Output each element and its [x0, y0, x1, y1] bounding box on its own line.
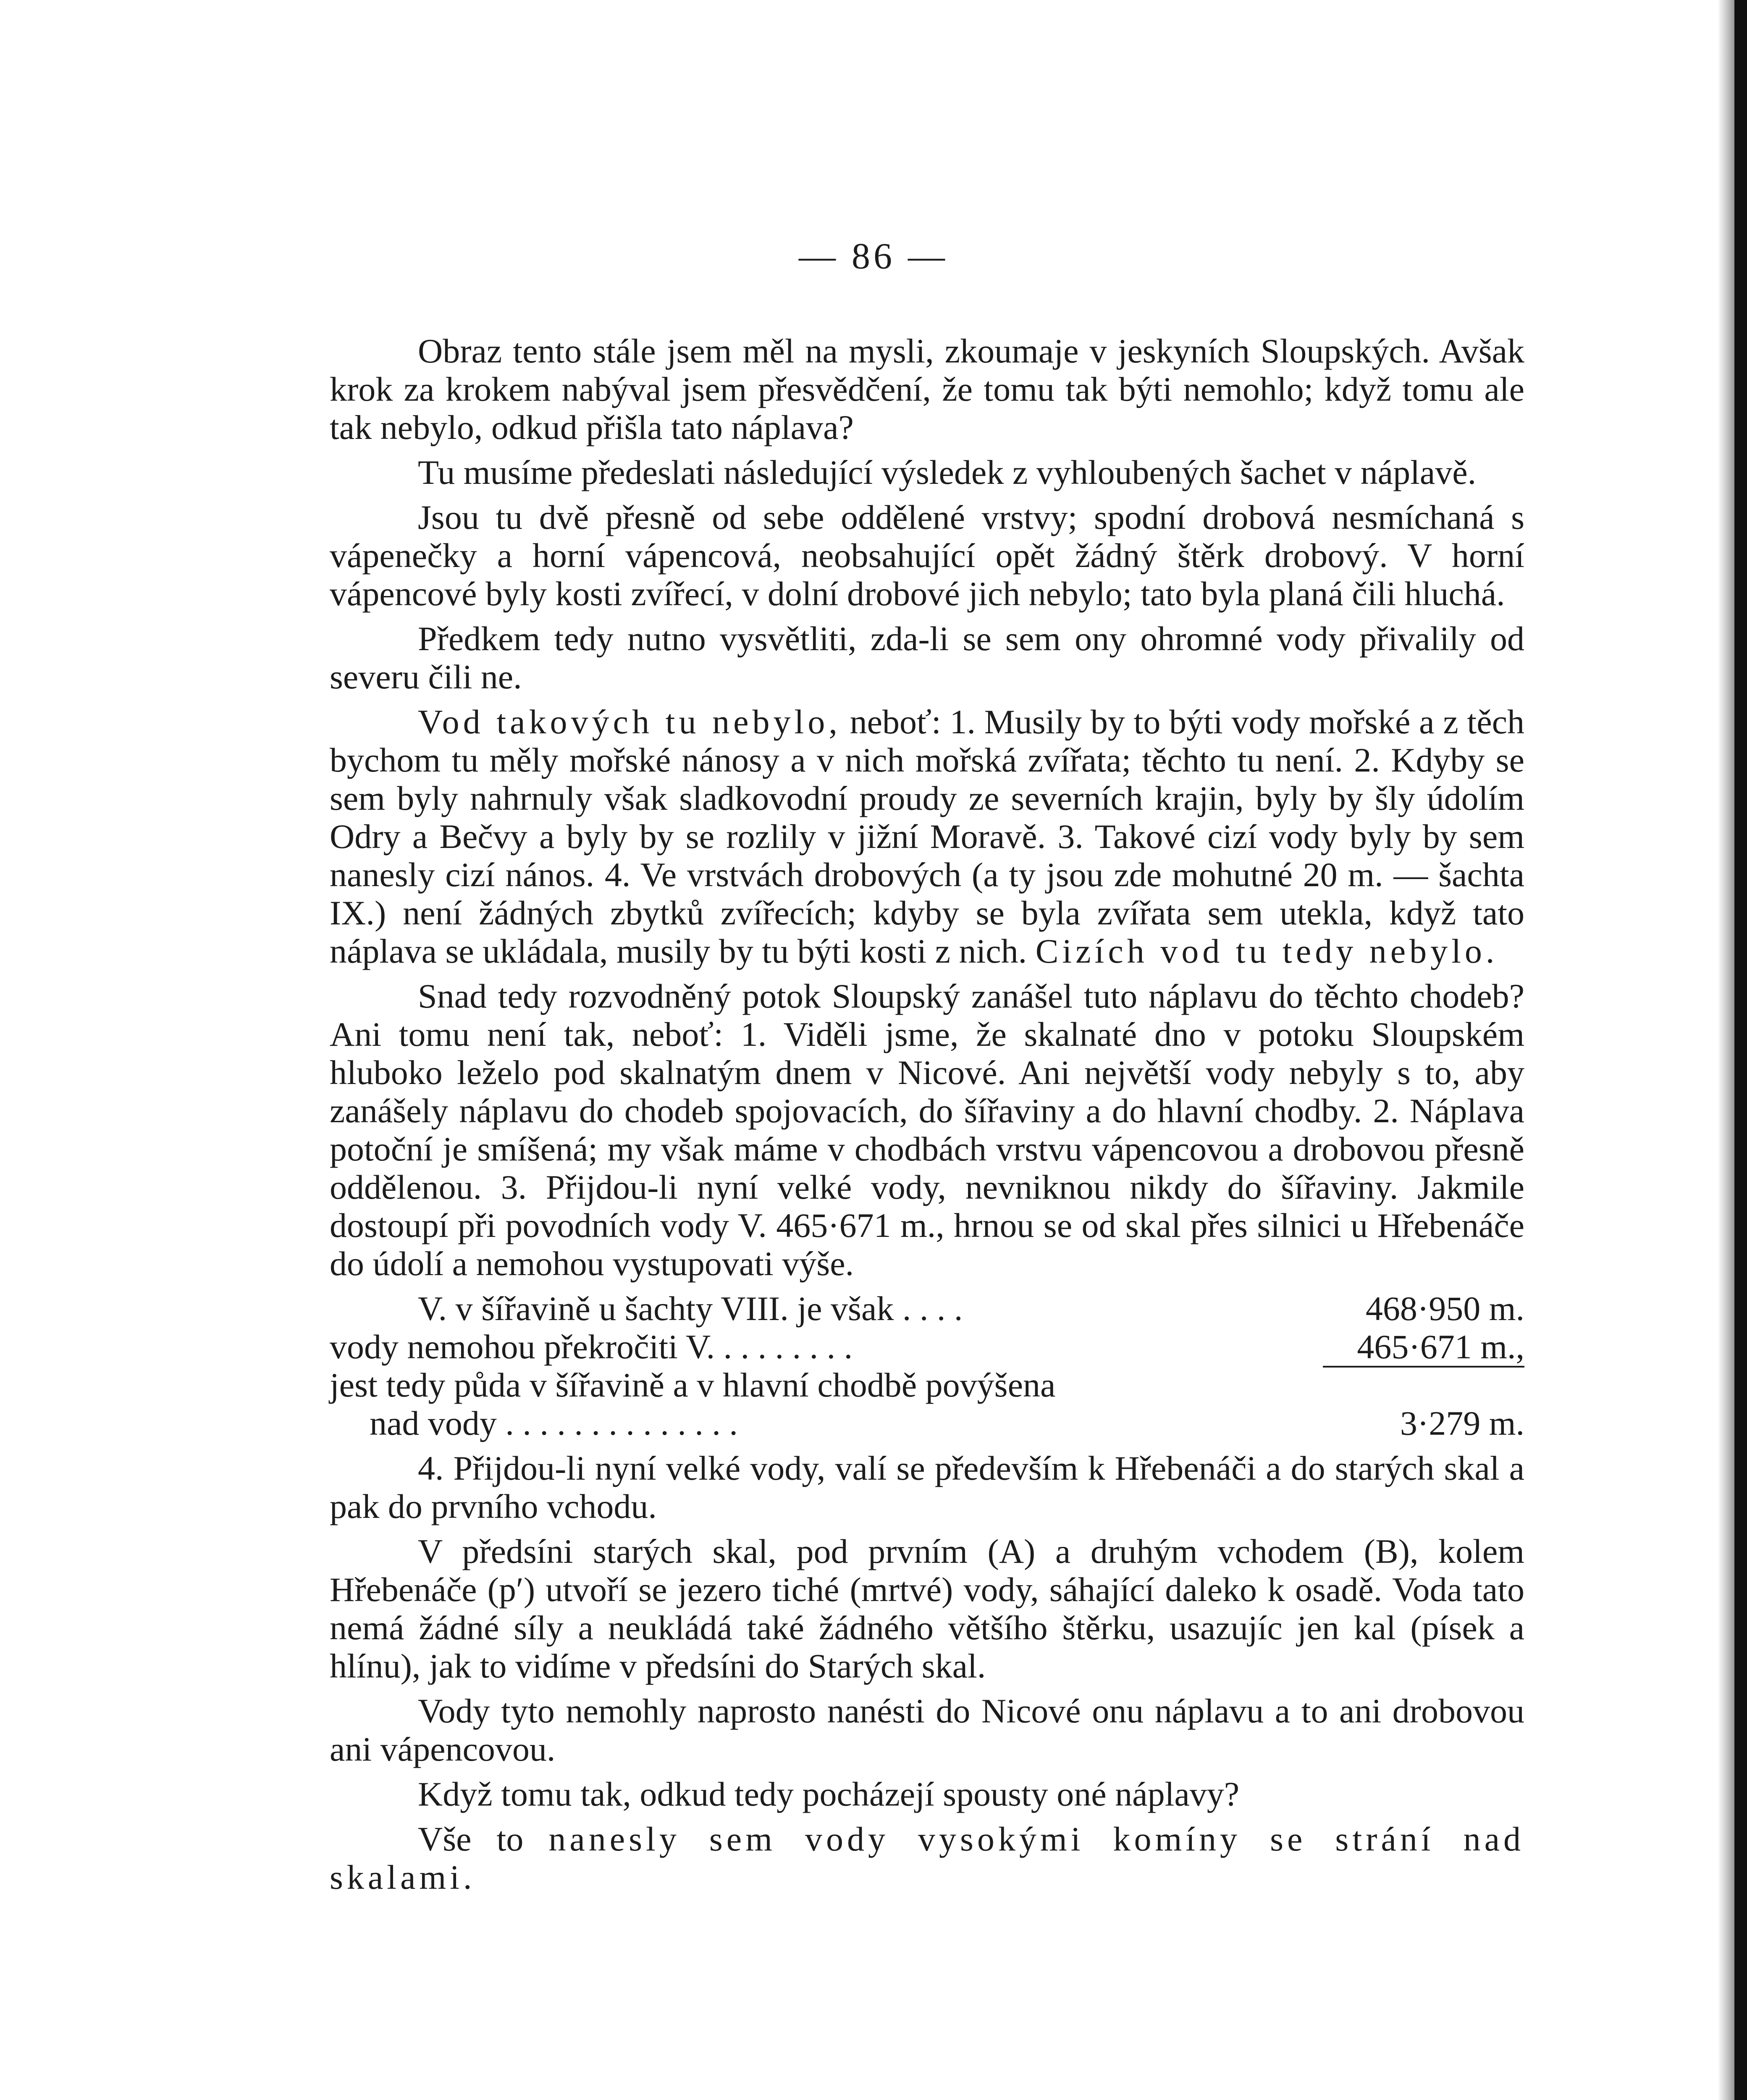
calc-value: 468·950 m.	[1365, 1289, 1524, 1328]
paragraph-text: Když tomu tak, odkud tedy pocházejí spousty oné náplavy?	[418, 1775, 1240, 1813]
paragraph-10	[330, 1775, 1524, 1813]
paragraph-text: Předkem tedy nutno vysvětliti, zda-li se sem ony ohromné vody přivalily od severu čili ne.	[330, 620, 1524, 696]
paragraph-9	[330, 1692, 1524, 1768]
calc-label: nad vody . . . . . . . . . . . . . .	[370, 1404, 738, 1442]
paragraph-3	[330, 498, 1524, 613]
paragraph-text: 4. Přijdou-li nyní velké vody, valí se především k Hřebenáči a do starých skal a pak do prvního vchodu.	[330, 1449, 1524, 1525]
subtraction-rule	[1323, 1366, 1524, 1368]
calc-label: jest tedy půda v šířavině a v hlavní chodbě povýšena	[330, 1366, 1056, 1404]
scan-edge-border	[1734, 0, 1747, 2100]
emphasized-conclusion: Cizích vod tu tedy nebylo.	[1035, 932, 1498, 970]
paragraph-7	[330, 1449, 1524, 1525]
paragraph-text: Vše to	[418, 1820, 549, 1858]
emphasized-lead: Vod takových tu nebylo,	[418, 703, 841, 741]
scan-edge-shadow	[1718, 0, 1734, 2100]
paragraph-text: Vody tyto nemohly naprosto nanésti do Nicové onu náplavu a to ani drobovou ani vápencovou.	[330, 1692, 1524, 1768]
paragraph-text: Snad tedy rozvodněný potok Sloupský zanášel tuto náplavu do těchto chodeb? Ani tomu není tak, neboť: 1. Viděli jsme, že skalnaté dno v potoku Sloupském hluboko leželo pod skalnatým dnem v Nicové. Ani největší vody nebyly s to, aby zanášely náplavu do chodeb spojovacích, do šířaviny a do hlavní chodby. 2. Náplava potoční je smíšená; my však máme v chodbách vrstvu vápencovou a drobovou přesně oddělenou. 3. Přijdou-li nyní velké vody, nevniknou nikdy do šířaviny. Jakmile dostoupí při povodních vody V. 465·671 m., hrnou se od skal přes silnici u Hřebenáče do údolí a nemohou vystupovati výše.	[330, 977, 1524, 1283]
calc-value: 3·279 m.	[1400, 1404, 1524, 1442]
paragraph-text: neboť: 1. Musily by to býti vody mořské a z těch bychom tu měly mořské nánosy a v nich mořská zvířata; těchto tu není. 2. Kdyby se sem byly nahrnuly však sladkovodní proudy ze severních krajin, byly by šly údolím Odry a Bečvy a byly by se rozlily v jižní Moravě. 3. Takové cizí vody byly by sem nanesly cizí nános. 4. Ve vrstvách drobových (a ty jsou zde mohutné 20 m. — šachta IX.) není žádných zbytků zvířecích; kdyby se byla zvířata sem utekla, když tato náplava se ukládala, musily by tu býti kosti z nich.	[330, 703, 1524, 970]
paragraph-4	[330, 620, 1524, 696]
body-text	[330, 332, 1524, 1903]
paragraph-8	[330, 1532, 1524, 1685]
elevation-calculation	[330, 1289, 1524, 1442]
calc-row-2	[330, 1328, 1524, 1366]
calc-label: V. v šířavině u šachty VIII. je však . . . .	[418, 1289, 963, 1328]
calc-row-4	[330, 1404, 1524, 1442]
paragraph-text: Tu musíme předeslati následující výsledek z vyhloubených šachet v náplavě.	[418, 453, 1477, 491]
calc-label: vody nemohou překročiti V. . . . . . . . .	[330, 1328, 853, 1366]
paragraph-text: V předsíni starých skal, pod prvním (A) a druhým vchodem (B), kolem Hřebenáče (p′) utvoří se jezero tiché (mrtvé) vody, sáhající daleko k osadě. Voda tato nemá žádné síly a neukládá také žádného většího štěrku, usazujíc jen kal (písek a hlínu), jak to vidíme v předsíni do Starých skal.	[330, 1532, 1524, 1685]
paragraph-text: Obraz tento stále jsem měl na mysli, zkoumaje v jeskyních Sloupských. Avšak krok za krokem nabýval jsem přesvědčení, že tomu tak býti nemohlo; když tomu ale tak nebylo, odkud přišla tato náplava?	[330, 332, 1524, 446]
calc-value: 465·671 m.,	[1357, 1328, 1524, 1366]
paragraph-1	[330, 332, 1524, 446]
emphasized-conclusion: nanesly sem vody vysokými komíny se strání nad skalami.	[330, 1820, 1524, 1896]
paragraph-text: Jsou tu dvě přesně od sebe oddělené vrstvy; spodní drobová nesmíchaná s vápenečky a horní vápencová, neobsahující opět žádný štěrk drobový. V horní vápencové byly kosti zvířecí, v dolní drobové jich nebylo; tato byla planá čili hluchá.	[330, 498, 1524, 613]
paragraph-2	[330, 453, 1524, 491]
paragraph-11	[330, 1820, 1524, 1896]
paragraph-6	[330, 977, 1524, 1283]
page-number: — 86 —	[799, 236, 948, 277]
paragraph-5	[330, 703, 1524, 970]
calc-row-3	[330, 1366, 1524, 1404]
calc-row-1	[330, 1289, 1524, 1328]
